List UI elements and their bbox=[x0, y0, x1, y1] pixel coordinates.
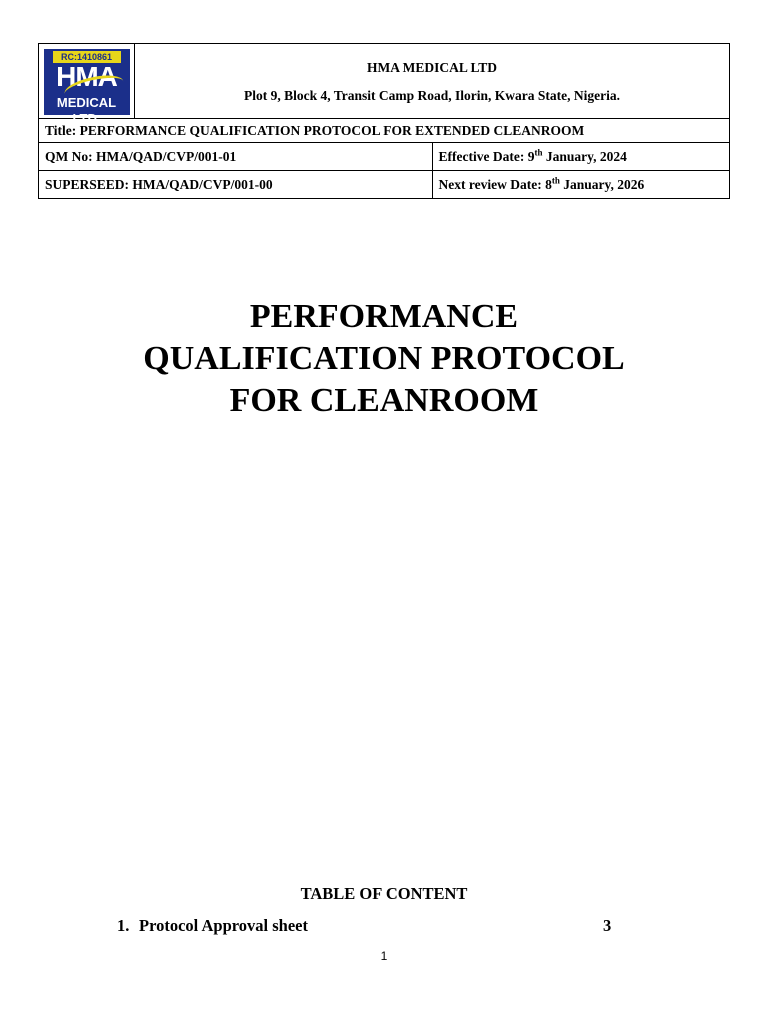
effective-date-sup: th bbox=[534, 147, 543, 157]
document-title-cell: Title: PERFORMANCE QUALIFICATION PROTOCOL FOR EXTENDED CLEANROOM bbox=[39, 119, 730, 143]
effective-date-suffix: January, 2024 bbox=[542, 148, 627, 164]
document-header-table bbox=[38, 43, 730, 199]
company-name: HMA MEDICAL LTD bbox=[366, 60, 498, 75]
toc-item-label: Protocol Approval sheet bbox=[139, 916, 308, 935]
page-title-line-2: QUALIFICATION PROTOCOL bbox=[143, 340, 625, 377]
page-title bbox=[0, 296, 768, 422]
logo-cell bbox=[39, 44, 135, 126]
logo-hma-text: HMA bbox=[56, 61, 117, 92]
effective-date-prefix: Effective Date: 9 bbox=[438, 148, 535, 164]
next-review-suffix: January, 2026 bbox=[559, 176, 645, 192]
page-title-line-1: PERFORMANCE bbox=[249, 298, 519, 335]
company-address: Plot 9, Block 4, Transit Camp Road, Ilorin, Kwara State, Nigeria. bbox=[244, 88, 620, 103]
page-title-line-3: FOR CLEANROOM bbox=[229, 382, 539, 419]
effective-date-cell bbox=[432, 143, 730, 171]
toc-item-page: 3 bbox=[603, 916, 612, 935]
next-review-prefix: Next review Date: 8 bbox=[438, 176, 552, 192]
company-info-cell bbox=[135, 44, 730, 119]
logo-rc-number: RC:1410861 bbox=[53, 51, 121, 63]
toc-heading: TABLE OF CONTENT bbox=[300, 884, 468, 903]
company-logo bbox=[44, 49, 130, 126]
next-review-sup: th bbox=[551, 175, 560, 185]
logo-medical-text: MEDICAL LTD. bbox=[56, 95, 117, 126]
toc-item-number: 1. bbox=[117, 916, 130, 935]
page-number: 1 bbox=[380, 949, 388, 963]
qm-number-cell: QM No: HMA/QAD/CVP/001-01 bbox=[39, 143, 433, 171]
next-review-date-cell bbox=[432, 171, 730, 199]
superseed-cell: SUPERSEED: HMA/QAD/CVP/001-00 bbox=[39, 171, 433, 199]
